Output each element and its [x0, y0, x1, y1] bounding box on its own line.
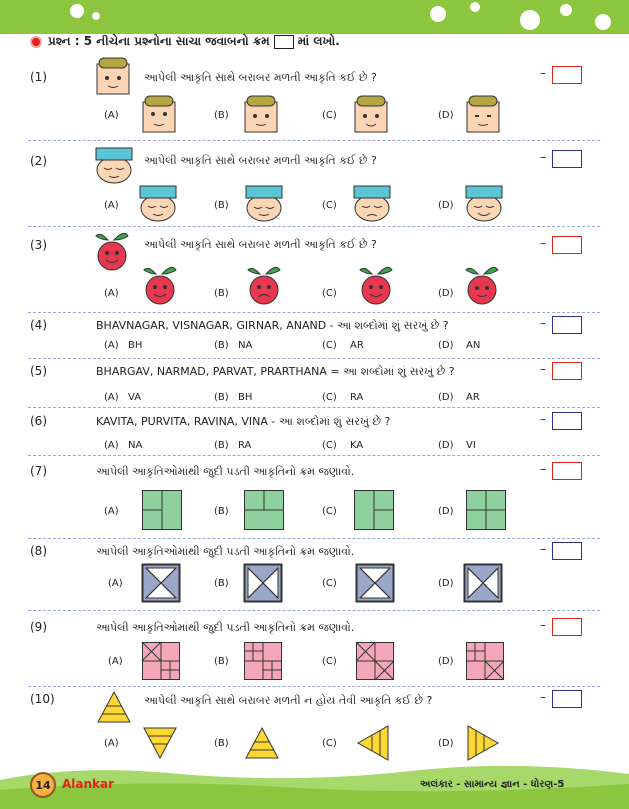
option-c-value[interactable]: AR [350, 340, 364, 351]
option-a-value[interactable]: BH [128, 340, 143, 351]
option-b-value[interactable]: RA [238, 440, 252, 451]
option-label-b: (B) [214, 200, 229, 211]
bubble-decoration [430, 6, 446, 22]
brand-logo-text: Alankar [62, 777, 115, 791]
separator [28, 686, 600, 687]
question-text: આપેલી આકૃતિ સાથે બરાબર મળતી આકૃતિ કઈ છે ? [144, 71, 377, 84]
option-label-c: (C) [322, 288, 337, 299]
bubble-decoration [520, 10, 540, 30]
bubble-decoration [70, 4, 84, 18]
dash: – [540, 236, 546, 250]
answer-box[interactable] [552, 236, 582, 254]
option-d-face-icon[interactable] [466, 94, 500, 134]
question-text: આપેલી આકૃતિ સાથે બરાબર મળતી આકૃતિ કઈ છે ? [144, 154, 377, 167]
question-number: (2) [30, 154, 47, 168]
option-label-d: (D) [438, 506, 454, 517]
top-grass-band [0, 0, 629, 34]
option-a-value[interactable]: VA [128, 392, 142, 403]
option-label-a: (A) [104, 110, 119, 121]
option-c-hourglass-icon[interactable] [356, 564, 394, 602]
bubble-decoration [560, 4, 572, 16]
question-text: BHARGAV, NARMAD, PARVAT, PRARTHANA = આ શબ્દોમાં શું સરખું છે ? [96, 365, 455, 378]
option-b-triangle-icon[interactable] [244, 726, 280, 760]
option-label-d: (D) [438, 110, 454, 121]
separator [28, 538, 600, 539]
option-d-grid-icon[interactable] [466, 642, 504, 680]
option-label-d: (D) [438, 288, 454, 299]
separator [28, 358, 600, 359]
option-b-value[interactable]: BH [238, 392, 253, 403]
option-b-apple-icon[interactable] [246, 264, 282, 306]
option-d-hourglass-icon[interactable] [464, 564, 502, 602]
option-c-square-icon[interactable] [354, 490, 394, 530]
reference-cap-face-icon [94, 144, 134, 184]
option-d-value[interactable]: AR [466, 392, 480, 403]
dash: – [540, 362, 546, 376]
option-label-d: (D) [438, 738, 454, 749]
option-label-d: (D) [438, 340, 454, 351]
answer-box[interactable] [552, 462, 582, 480]
answer-box[interactable] [552, 316, 582, 334]
answer-box[interactable] [552, 690, 582, 708]
question-number: (4) [30, 318, 47, 332]
option-a-apple-icon[interactable] [142, 264, 178, 306]
option-c-value[interactable]: RA [350, 392, 364, 403]
option-label-b: (B) [214, 340, 229, 351]
option-label-b: (B) [214, 440, 229, 451]
option-c-apple-icon[interactable] [358, 264, 394, 306]
option-b-cap-face-icon[interactable] [244, 182, 284, 222]
page-number-badge: 14 [30, 772, 56, 798]
option-d-triangle-icon[interactable] [466, 724, 500, 762]
option-c-grid-icon[interactable] [356, 642, 394, 680]
option-label-c: (C) [322, 340, 337, 351]
option-d-value[interactable]: VI [466, 440, 476, 451]
option-label-c: (C) [322, 656, 337, 667]
separator [28, 140, 600, 141]
option-label-a: (A) [104, 340, 119, 351]
dash: – [540, 66, 546, 80]
option-b-hourglass-icon[interactable] [244, 564, 282, 602]
separator [28, 455, 600, 456]
option-label-b: (B) [214, 656, 229, 667]
option-a-face-icon[interactable] [142, 94, 176, 134]
question-number: (3) [30, 238, 47, 252]
option-c-cap-face-icon[interactable] [352, 182, 392, 222]
reference-apple-icon [94, 230, 130, 272]
question-text: આપેલી આકૃતિઓમાંથી જુદી પડતી આકૃતિનો ક્રમ જણાવો. [96, 465, 355, 478]
question-number: (1) [30, 70, 47, 84]
option-a-square-icon[interactable] [142, 490, 182, 530]
dash: – [540, 462, 546, 476]
reference-triangle-icon [96, 690, 132, 724]
question-number: (7) [30, 464, 47, 478]
option-d-square-icon[interactable] [466, 490, 506, 530]
question-number: (5) [30, 364, 47, 378]
question-text: આપેલી આકૃતિઓમાંથી જુદી પડતી આકૃતિનો ક્રમ જણાવો. [96, 621, 355, 634]
option-b-square-icon[interactable] [244, 490, 284, 530]
option-a-hourglass-icon[interactable] [142, 564, 180, 602]
bubble-decoration [92, 12, 100, 20]
separator [28, 226, 600, 227]
option-d-value[interactable]: AN [466, 340, 481, 351]
option-label-c: (C) [322, 738, 337, 749]
option-c-triangle-icon[interactable] [356, 724, 390, 762]
option-b-face-icon[interactable] [244, 94, 278, 134]
option-label-b: (B) [214, 506, 229, 517]
option-label-a: (A) [108, 578, 123, 589]
option-label-d: (D) [438, 392, 454, 403]
option-label-b: (B) [214, 738, 229, 749]
question-text: BHAVNAGAR, VISNAGAR, GIRNAR, ANAND - આ શબ્દોમાં શું સરખું છે ? [96, 319, 449, 332]
option-label-b: (B) [214, 578, 229, 589]
option-b-grid-icon[interactable] [244, 642, 282, 680]
dash: – [540, 316, 546, 330]
question-number: (8) [30, 544, 47, 558]
option-label-a: (A) [104, 288, 119, 299]
answer-box[interactable] [552, 150, 582, 168]
option-label-c: (C) [322, 578, 337, 589]
answer-box[interactable] [552, 66, 582, 84]
option-label-a: (A) [104, 506, 119, 517]
question-text: આપેલી આકૃતિ સાથે બરાબર મળતી ન હોય તેવી આકૃતિ કઈ છે ? [144, 694, 433, 707]
dash: – [540, 542, 546, 556]
option-a-triangle-icon[interactable] [142, 726, 178, 760]
question-text: આપેલી આકૃતિ સાથે બરાબર મળતી આકૃતિ કઈ છે ? [144, 238, 377, 251]
answer-box[interactable] [552, 618, 582, 636]
option-label-d: (D) [438, 656, 454, 667]
option-a-grid-icon[interactable] [142, 642, 180, 680]
header-title-part2: માં લખો. [297, 34, 340, 48]
question-text: આપેલી આકૃતિઓમાંથી જુદી પડતી આકૃતિનો ક્રમ જણાવો. [96, 545, 355, 558]
option-label-c: (C) [322, 506, 337, 517]
dash: – [540, 150, 546, 164]
separator [28, 610, 600, 611]
answer-box-sample [274, 35, 294, 49]
answer-box[interactable] [552, 542, 582, 560]
option-d-apple-icon[interactable] [464, 264, 500, 306]
bubble-decoration [470, 2, 480, 12]
option-label-c: (C) [322, 110, 337, 121]
option-label-a: (A) [104, 440, 119, 451]
footer-text: અલંકાર - સામાન્ય જ્ઞાન - ધોરણ-5 [420, 779, 565, 790]
separator [28, 407, 600, 408]
section-header [30, 34, 340, 49]
option-a-cap-face-icon[interactable] [138, 182, 178, 222]
bullet-icon [30, 36, 42, 48]
answer-box[interactable] [552, 412, 582, 430]
option-c-face-icon[interactable] [354, 94, 388, 134]
option-label-c: (C) [322, 200, 337, 211]
question-number: (10) [30, 692, 55, 706]
header-title-part1: પ્રશ્ન : 5 નીચેના પ્રશ્નોના સાચા જવાબનો ક્રમ [48, 34, 270, 48]
option-label-a: (A) [104, 738, 119, 749]
option-label-d: (D) [438, 440, 454, 451]
option-label-b: (B) [214, 392, 229, 403]
option-c-value[interactable]: KA [350, 440, 364, 451]
answer-box[interactable] [552, 362, 582, 380]
reference-face-icon [96, 56, 130, 96]
option-label-d: (D) [438, 200, 454, 211]
option-label-c: (C) [322, 440, 337, 451]
option-label-a: (A) [104, 200, 119, 211]
dash: – [540, 412, 546, 426]
option-label-c: (C) [322, 392, 337, 403]
option-label-a: (A) [104, 392, 119, 403]
option-label-d: (D) [438, 578, 454, 589]
option-d-cap-face-icon[interactable] [464, 182, 504, 222]
option-label-a: (A) [108, 656, 123, 667]
dash: – [540, 690, 546, 704]
question-text: KAVITA, PURVITA, RAVINA, VINA - આ શબ્દોમાં શું સરખું છે ? [96, 415, 391, 428]
bubble-decoration [595, 14, 611, 30]
question-number: (9) [30, 620, 47, 634]
dash: – [540, 618, 546, 632]
question-number: (6) [30, 414, 47, 428]
separator [28, 312, 600, 313]
option-a-value[interactable]: NA [128, 440, 143, 451]
option-label-b: (B) [214, 288, 229, 299]
option-b-value[interactable]: NA [238, 340, 253, 351]
option-label-b: (B) [214, 110, 229, 121]
